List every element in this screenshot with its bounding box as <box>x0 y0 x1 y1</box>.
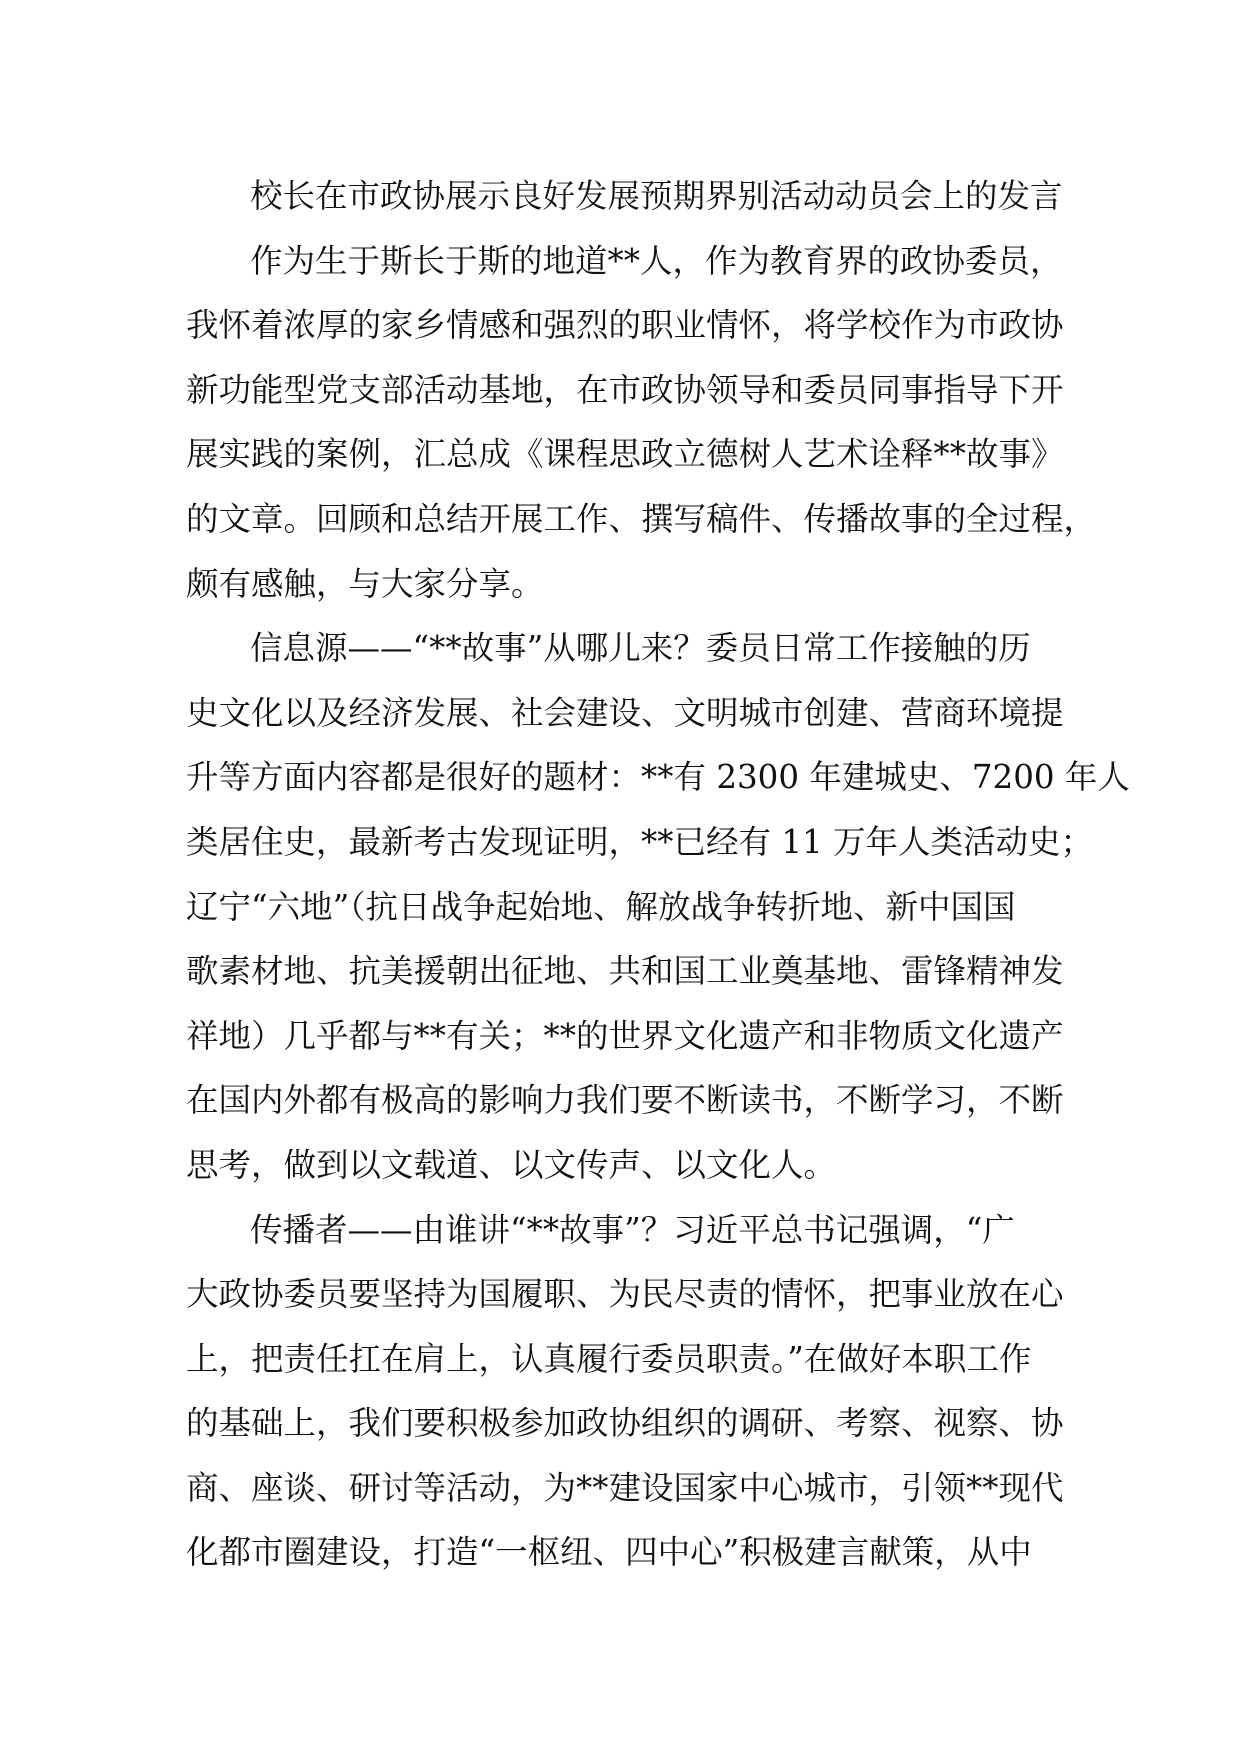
paragraph-line: 的文章。回顾和总结开展工作、撰写稿件、传播故事的全过程， <box>186 499 1097 538</box>
paragraph-line: 颇有感触，与大家分享。 <box>186 564 544 603</box>
paragraph-line: 展实践的案例，汇总成《课程思政立德树人艺术诠释**故事》 <box>186 435 1064 474</box>
paragraph-line: 信息源——“**故事”从哪儿来？委员日常工作接触的历 <box>250 629 1031 668</box>
paragraph-line: 在国内外都有极高的影响力我们要不断读书，不断学习，不断 <box>186 1081 1064 1120</box>
paragraph-line: 歌素材地、抗美援朝出征地、共和国工业奠基地、雷锋精神发 <box>186 952 1064 991</box>
paragraph-line: 的基础上，我们要积极参加政协组织的调研、考察、视察、协 <box>186 1404 1064 1443</box>
paragraph-line: 大政协委员要坚持为国履职、为民尽责的情怀，把事业放在心 <box>186 1275 1064 1314</box>
paragraph-line: 我怀着浓厚的家乡情感和强烈的职业情怀，将学校作为市政协 <box>186 306 1064 345</box>
paragraph-line: 上，把责任扛在肩上，认真履行委员职责。”在做好本职工作 <box>186 1339 1032 1378</box>
document-title: 校长在市政协展示良好发展预期界别活动动员会上的发言 <box>250 177 1063 215</box>
paragraph-line: 辽宁“六地”（抗日战争起始地、解放战争转折地、新中国国 <box>186 887 1016 926</box>
paragraph-communicator <box>186 1198 1086 1586</box>
paragraph-line: 化都市圈建设，打造“一枢纽、四中心”积极建言献策，从中 <box>186 1533 1032 1572</box>
paragraph-line: 思考，做到以文载道、以文传声、以文化人。 <box>186 1145 837 1184</box>
paragraph-line: 祥地）几乎都与**有关；**的世界文化遗产和非物质文化遗产 <box>186 1016 1064 1055</box>
paragraph-line: 史文化以及经济发展、社会建设、文明城市创建、营商环境提 <box>186 693 1064 732</box>
paragraph-line: 升等方面内容都是很好的题材：**有 2300 年建城史、7200 年人 <box>186 758 1130 797</box>
paragraph-line: 类居住史，最新考古发现证明，**已经有 11 万年人类活动史； <box>186 822 1094 861</box>
paragraph-line: 作为生于斯长于斯的地道**人，作为教育界的政协委员， <box>250 241 1063 280</box>
paragraph-line: 商、座谈、研讨等活动，为**建设国家中心城市，引领**现代 <box>186 1468 1064 1507</box>
document-body <box>186 164 1130 1585</box>
paragraph-line: 传播者——由谁讲“**故事”？习近平总书记强调，“广 <box>250 1210 1015 1249</box>
paragraph-information-source <box>186 616 1130 1197</box>
paragraph-line: 新功能型党支部活动基地，在市政协领导和委员同事指导下开 <box>186 370 1064 409</box>
paragraph-introduction <box>186 229 1097 617</box>
